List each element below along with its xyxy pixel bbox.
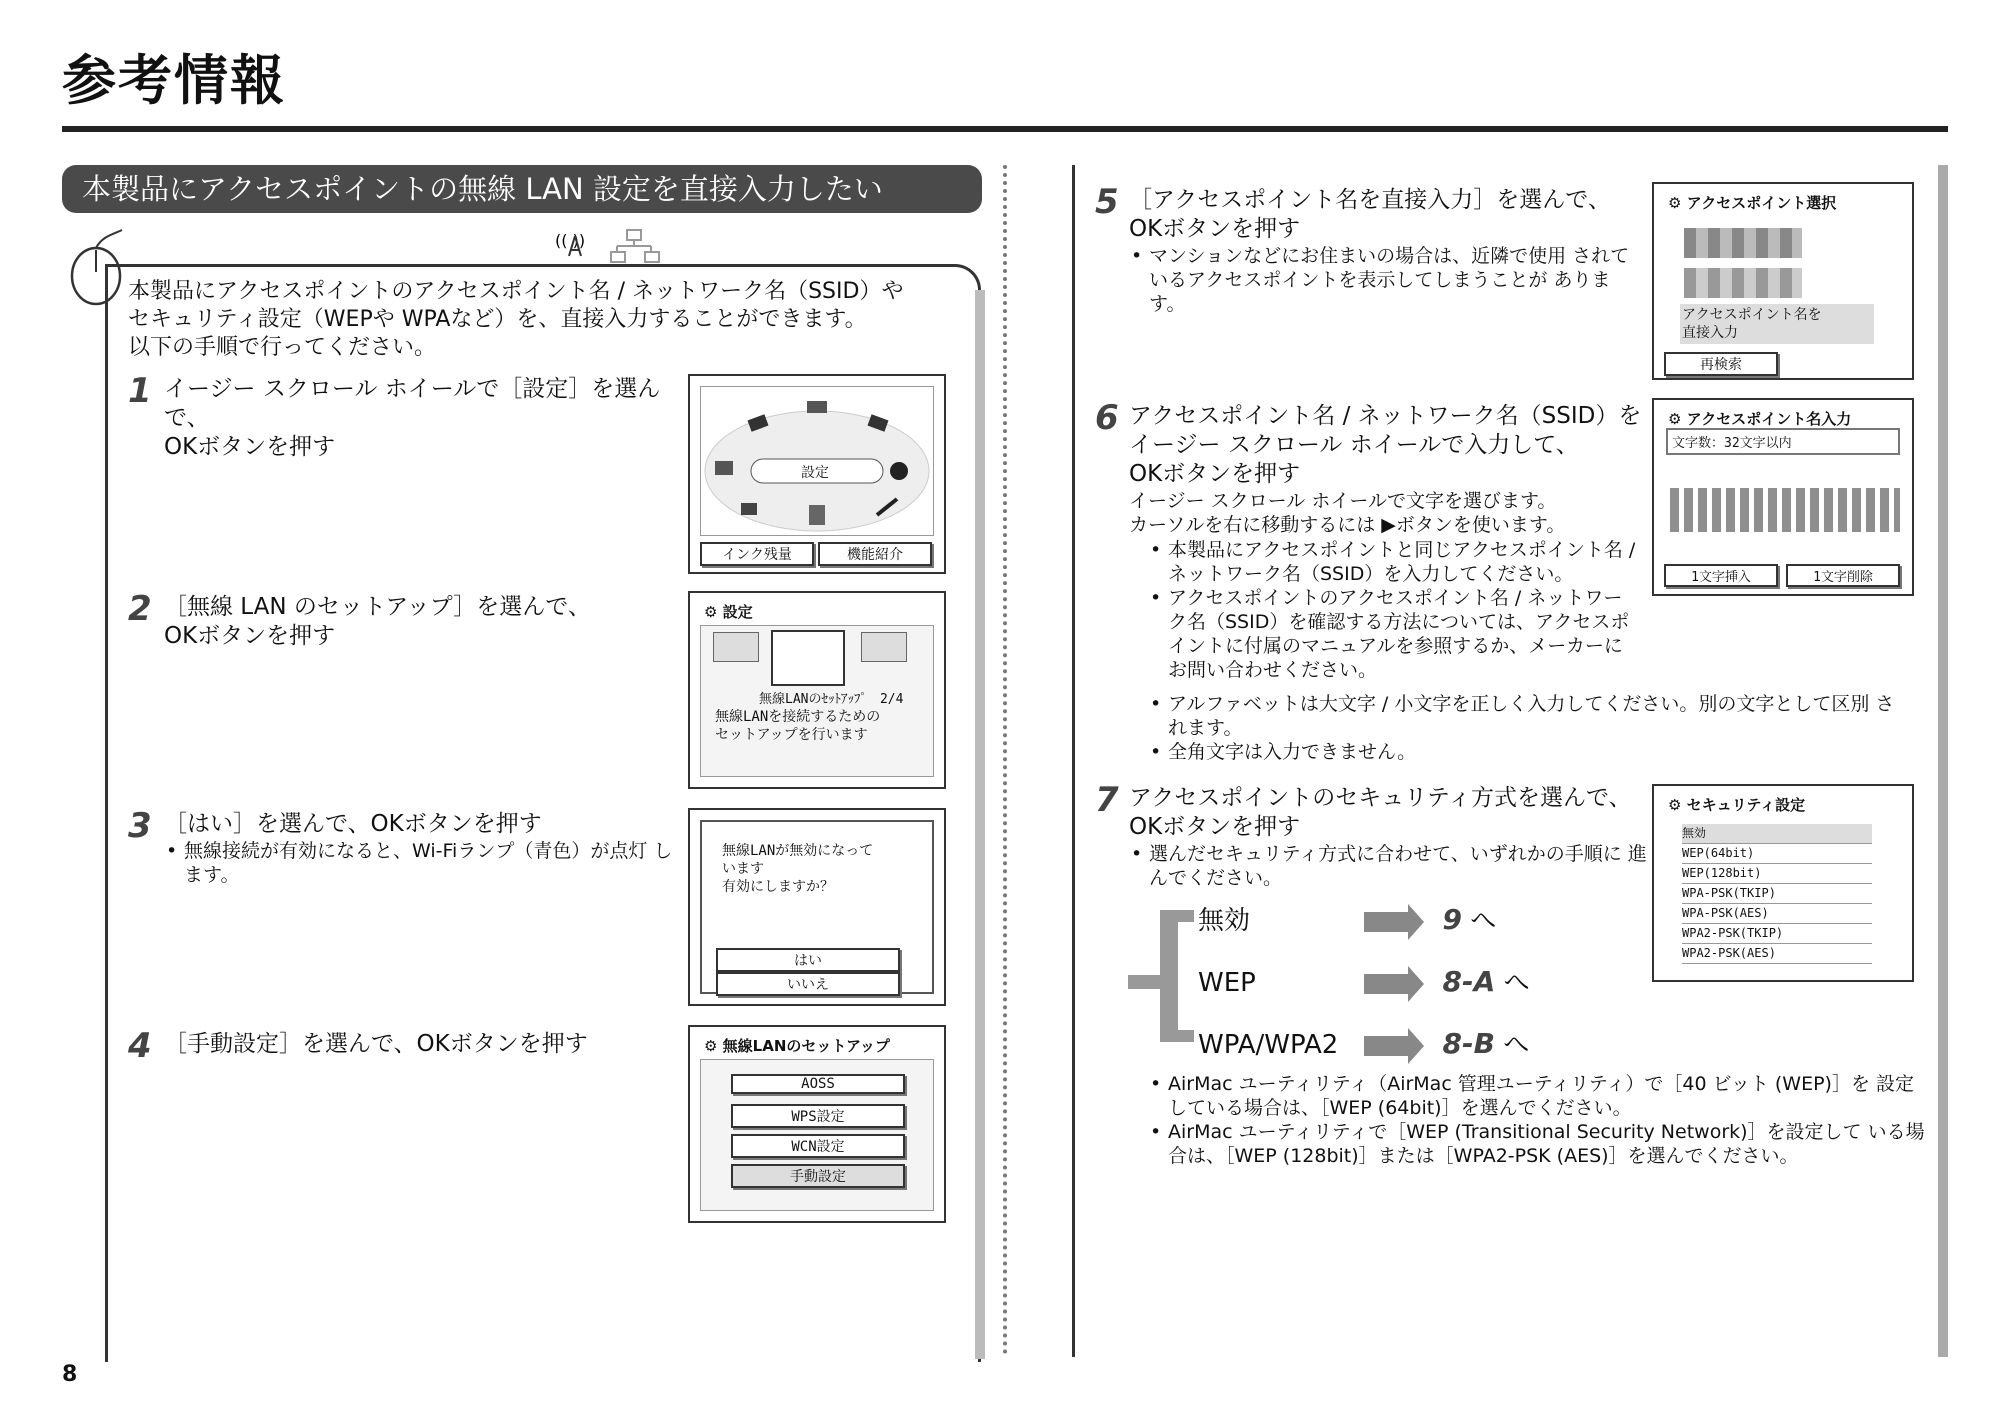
security-option[interactable]: WPA-PSK(TKIP): [1682, 884, 1872, 904]
security-option[interactable]: WPA2-PSK(TKIP): [1682, 924, 1872, 944]
security-option[interactable]: 無効: [1682, 824, 1872, 844]
title-rule: [62, 126, 1948, 132]
step-6-notes: [1148, 538, 1638, 682]
right-arrow-icon: [1364, 912, 1410, 932]
screen-settings: [688, 591, 946, 789]
branch-tick: [1178, 910, 1194, 922]
char-input-grid[interactable]: [1670, 488, 1900, 532]
settings-label: 設定: [801, 465, 829, 481]
screen-title-text: 設定: [722, 603, 753, 621]
step-line: OKボタンを押す: [1129, 461, 1301, 487]
right-arrow-icon: [1364, 1036, 1410, 1056]
wps-button[interactable]: WPS設定: [731, 1104, 905, 1128]
step-note: • 全角文字は入力できません。: [1168, 740, 1908, 764]
right-arrow-icon: [1364, 974, 1410, 994]
left-panel-shadow: [975, 290, 985, 1359]
branch-label: WEP: [1198, 968, 1256, 998]
adjust-icon: [861, 632, 907, 662]
final-notes: [1148, 1072, 1928, 1168]
page-number: 8: [62, 1362, 78, 1387]
menu-page: 無線LANのｾｯﾄｱｯﾌﾟ 2/4: [759, 692, 904, 707]
section-title: 本製品にアクセスポイントの無線 LAN 設定を直接入力したい: [62, 165, 982, 213]
manual-setup-button[interactable]: 手動設定: [731, 1164, 905, 1188]
settings-icon: ⚙: [704, 603, 723, 621]
step-note: • 選んだセキュリティ方式に合わせて、いずれかの手順に 進んでください。: [1149, 842, 1649, 890]
step-subtext: イージー スクロール ホイールで文字を選びます。: [1129, 490, 1557, 512]
step-number: 6: [1095, 398, 1119, 438]
screen-wlan-setup: [688, 1025, 946, 1223]
aoss-button[interactable]: AOSS: [731, 1074, 905, 1094]
delete-char-button[interactable]: 1文字削除: [1786, 564, 1900, 587]
final-note: • AirMac ユーティリティで［WEP (Transitional Security Network)］を設定して いる場合は、［WEP (128bit)］または［WPA2-PSK (AES)］を選んでください。: [1168, 1120, 1928, 1168]
step-4: [128, 1026, 688, 1066]
insert-char-button[interactable]: 1文字挿入: [1664, 564, 1778, 587]
option-line: 直接入力: [1682, 325, 1738, 341]
screen-title-text: セキュリティ設定: [1686, 796, 1806, 814]
settings-icon: ⚙: [1668, 194, 1687, 212]
direct-input-option[interactable]: [1680, 304, 1874, 344]
step-number: 1: [128, 371, 152, 411]
step-line: OKボタンを押す: [164, 623, 336, 649]
dialog-message: 無線LANが無効になって: [722, 843, 874, 859]
branch-suffix: へ: [1503, 968, 1530, 998]
step-line: アクセスポイントのセキュリティ方式を選んで、: [1129, 785, 1632, 811]
step-line: OKボタンを押す: [1129, 216, 1301, 242]
step-line: アクセスポイント名 / ネットワーク名（SSID）を: [1129, 403, 1642, 429]
step-line: ［手動設定］を選んで、OKボタンを押す: [164, 1031, 588, 1057]
step-number: 2: [128, 589, 152, 629]
column-divider: [1003, 165, 1007, 1355]
branch-suffix: へ: [1503, 1030, 1530, 1060]
settings-icon: ⚙: [704, 1037, 723, 1055]
blurred-ap-2[interactable]: [1684, 268, 1802, 298]
settings-icon: ⚙: [1668, 796, 1687, 814]
step-3: [128, 806, 688, 887]
screen-title-text: アクセスポイント名入力: [1686, 410, 1852, 428]
step-note: • アルファベットは大文字 / 小文字を正しく入力してください。別の文字として区別 されます。: [1168, 692, 1908, 740]
yes-button[interactable]: はい: [716, 948, 900, 972]
branch-label: WPA/WPA2: [1198, 1030, 1339, 1060]
step-subtext: カーソルを右に移動するには ▶ボタンを使います。: [1129, 514, 1566, 536]
security-option[interactable]: WPA2-PSK(AES): [1682, 944, 1872, 964]
screen-title: [704, 601, 753, 622]
step-7: [1095, 780, 1655, 890]
branch-row: [1198, 900, 1496, 937]
step-note: • 無線接続が有効になると、Wi-Fiランプ（青色）が点灯 します。: [184, 839, 674, 887]
branch-row: [1198, 1024, 1529, 1061]
intro-line: 本製品にアクセスポイントのアクセスポイント名 / ネットワーク名（SSID）や: [128, 279, 904, 304]
step-line: ［はい］を選んで、OKボタンを押す: [164, 811, 542, 837]
dialog-message: います: [722, 861, 764, 877]
option-line: アクセスポイント名を: [1682, 307, 1822, 323]
screen-title: [1668, 794, 1805, 815]
screen-enable-wlan: [688, 808, 946, 1006]
step-note: • マンションなどにお住まいの場合は、近隣で使用 されているアクセスポイントを表示してしまうことが あります。: [1149, 244, 1639, 316]
step-line: イージー スクロール ホイールで入力して、: [1129, 432, 1579, 458]
branch-suffix: へ: [1470, 906, 1497, 936]
page-title: 参考情報: [62, 49, 286, 112]
step-1: [128, 371, 688, 462]
screen-title-text: アクセスポイント選択: [1686, 194, 1837, 212]
intro-line: セキュリティ設定（WEPや WPAなど）を、直接入力することができます。: [128, 307, 867, 332]
blurred-ap-1[interactable]: [1684, 228, 1802, 258]
screen-ap-select: [1652, 182, 1914, 380]
branch-target: 9: [1442, 903, 1463, 936]
step-number: 5: [1095, 182, 1119, 222]
no-button[interactable]: いいえ: [716, 972, 900, 996]
step-2: [128, 589, 688, 651]
step-line: ［アクセスポイント名を直接入力］を選んで、: [1129, 187, 1611, 213]
step-6-notes-wide: [1148, 692, 1908, 764]
intro-text: [128, 278, 928, 362]
menu-desc: 無線LANを接続するための: [715, 709, 881, 725]
function-intro-button[interactable]: 機能紹介: [818, 542, 932, 566]
branch-target: 8-A: [1442, 965, 1496, 998]
step-number: 7: [1095, 780, 1119, 820]
ink-icon: [713, 632, 759, 662]
step-number: 3: [128, 806, 152, 846]
step-line: ［無線 LAN のセットアップ］を選んで、: [164, 594, 591, 620]
ink-level-button[interactable]: インク残量: [700, 542, 814, 566]
final-note: • AirMac ユーティリティ（AirMac 管理ユーティリティ）で［40 ビット (WEP)］を 設定している場合は、［WEP (64bit)］を選んでください。: [1168, 1072, 1928, 1120]
menu-desc: セットアップを行います: [715, 727, 868, 743]
step-note: • 本製品にアクセスポイントと同じアクセスポイント名 / ネットワーク名（SSID）を入力してください。: [1168, 538, 1638, 586]
screen-title: [704, 1035, 890, 1056]
step-note: • アクセスポイントのアクセスポイント名 / ネットワーク名（SSID）を確認する方法については、アクセスポイントに付属のマニュアルを参照するか、メーカーにお問い合わせください。: [1168, 586, 1638, 682]
step-line: イージー スクロール ホイールで［設定］を選んで、: [164, 376, 661, 431]
step-line: OKボタンを押す: [164, 434, 336, 460]
step-5: [1095, 182, 1655, 316]
screen-ap-name-input: [1652, 398, 1914, 596]
branch-label: 無効: [1198, 906, 1251, 936]
screen-title: [1668, 408, 1851, 429]
wireless-setup-icon: [771, 630, 845, 686]
svg-text:(( )): (( )): [555, 231, 586, 250]
scroll-wheel-menu: [701, 387, 933, 533]
char-limit: 文字数：32文字以内: [1666, 428, 1900, 455]
screen-title: [1668, 192, 1836, 213]
step-line: OKボタンを押す: [1129, 814, 1301, 840]
security-option[interactable]: WPA-PSK(AES): [1682, 904, 1872, 924]
security-option[interactable]: WEP(64bit): [1682, 844, 1872, 864]
wcn-button[interactable]: WCN設定: [731, 1134, 905, 1158]
rescan-button[interactable]: 再検索: [1664, 352, 1778, 376]
step-number: 4: [128, 1026, 152, 1066]
right-panel-shadow: [1938, 165, 1948, 1357]
intro-line: 以下の手順で行ってください。: [128, 335, 437, 360]
settings-icon: ⚙: [1668, 410, 1687, 428]
branch-tick: [1178, 1030, 1194, 1042]
step-6: [1095, 398, 1655, 537]
branch-target: 8-B: [1442, 1027, 1495, 1060]
branch-row: [1198, 962, 1530, 999]
security-option[interactable]: WEP(128bit): [1682, 864, 1872, 884]
screen-title-text: 無線LANのセットアップ: [722, 1037, 890, 1055]
dialog-message: 有効にしますか？: [722, 879, 834, 895]
wireless-network-icon: [555, 228, 665, 264]
screen-home: [688, 374, 946, 574]
screen-security: [1652, 784, 1914, 982]
branch-tick: [1128, 975, 1178, 989]
